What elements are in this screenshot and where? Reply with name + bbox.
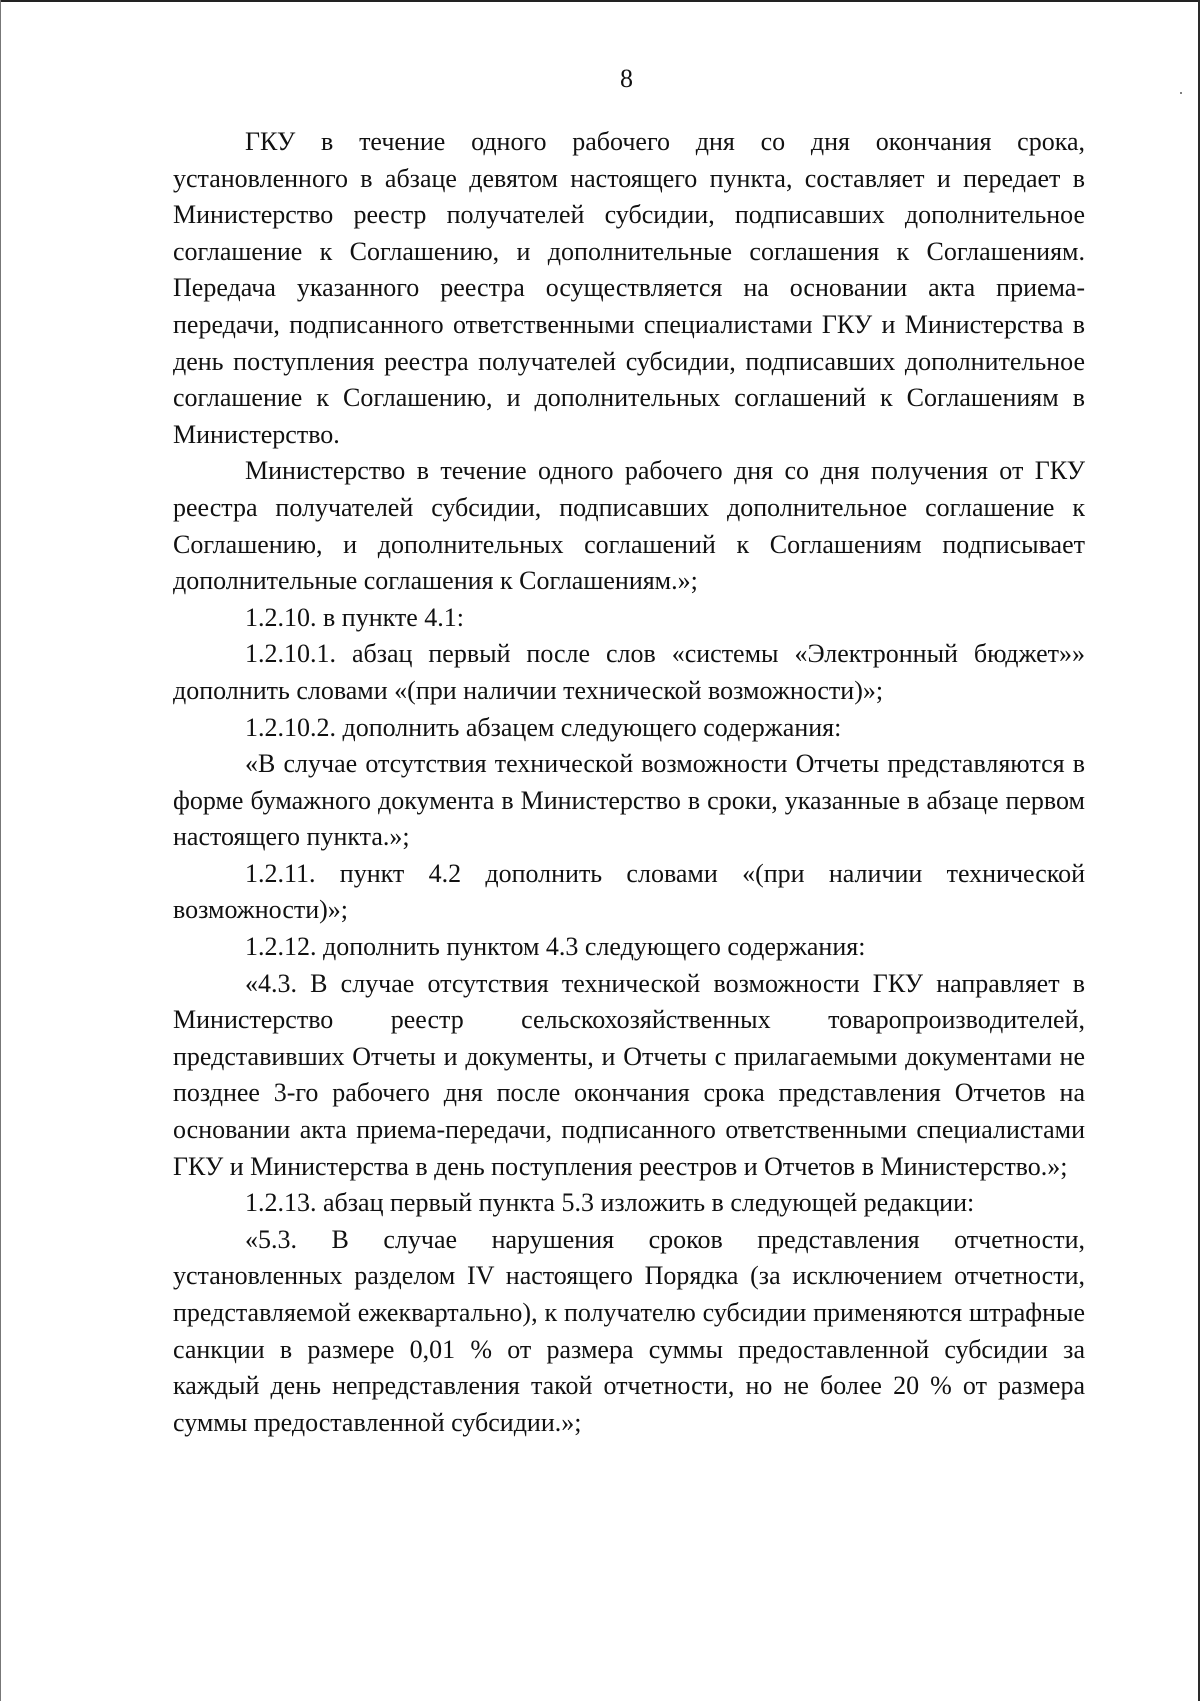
paragraph-1-2-10: 1.2.10. в пункте 4.1: [245, 602, 465, 632]
paragraph-ministry-signing: Министерство в течение одного рабочего дня со дня получения от ГКУ реестра получателей субсидии, подписавших дополнительное соглашение к Соглашению, и дополнительных соглашений к Соглашениям подписывает дополнительные соглашения к Соглашениям.»; [173, 456, 1085, 596]
paragraph-5-3: «5.3. В случае нарушения сроков представления отчетности, установленных разделом IV настоящего Порядка (за исключением отчетности, представляемой ежеквартально), к получателю субсидии применяются штрафные санкции в размере 0,01 % от размера суммы предоставленной субсидии за каждый день непредставления такой отчетности, но не более 20 % от размера суммы предоставленной субсидии.»; [173, 1224, 1085, 1437]
paragraph-1-2-10-1: 1.2.10.1. абзац первый после слов «системы «Электронный бюджет»» дополнить словами «(при наличии технической возможности)»; [173, 639, 1085, 705]
paragraph-paper-reports: «В случае отсутствия технической возможности Отчеты представляются в форме бумажного документа в Министерство в сроки, указанные в абзаце первом настоящего пункта.»; [173, 749, 1085, 852]
paragraph-1-2-12: 1.2.12. дополнить пунктом 4.3 следующего содержания: [245, 932, 866, 962]
paragraph-gku-registry: ГКУ в течение одного рабочего дня со дня окончания срока, установленного в абзаце девятом настоящего пункта, составляет и передает в Министерство реестр получателей субсидии, подписавших дополнительное соглашение к Соглашению, и дополнительные соглашения к Соглашениям. Передача указанного реестра осуществляется на основании акта приема-передачи, подписанного ответственными специалистами ГКУ и Министерства в день поступления реестра получателей субсидии, подписавших дополнительное соглашение к Соглашению, и дополнительных соглашений к Соглашениям в Министерство. [173, 127, 1085, 449]
scan-edge-top [0, 0, 1200, 2]
page-number: 8 [620, 64, 633, 93]
paragraph-1-2-11: 1.2.11. пункт 4.2 дополнить словами «(при наличии технической возможности)»; [173, 858, 1085, 925]
paragraph-1-2-13: 1.2.13. абзац первый пункта 5.3 изложить в следующей редакции: [245, 1188, 975, 1218]
paragraph-4-3: «4.3. В случае отсутствия технической возможности ГКУ направляет в Министерство реестр сельскохозяйственных товаропроизводителей, представивших Отчеты и документы, и Отчеты с прилагаемыми документами не позднее 3-го рабочего дня после окончания срока представления Отчетов на основании акта приема-передачи, подписанного ответственными специалистами ГКУ и Министерства в день поступления реестров и Отчетов в Министерство.»; [173, 968, 1085, 1181]
paragraph-1-2-10-2: 1.2.10.2. дополнить абзацем следующего содержания: [245, 712, 842, 742]
document-body [173, 124, 1085, 1441]
scan-edge-left [0, 0, 1, 1701]
